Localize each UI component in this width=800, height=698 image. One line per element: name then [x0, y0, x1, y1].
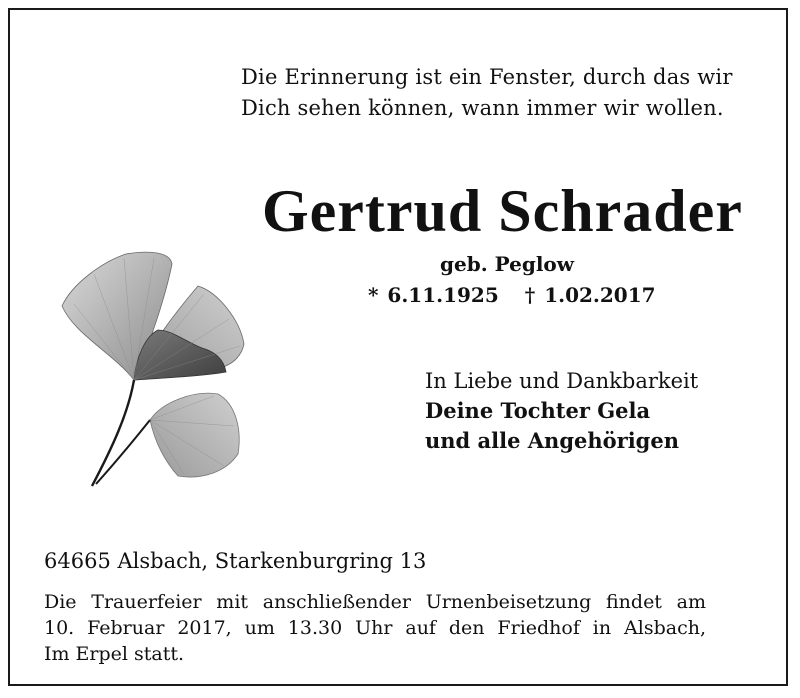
memorial-quote — [241, 62, 781, 124]
death-date: † 1.02.2017 — [524, 283, 656, 307]
quote-line: Die Erinnerung ist ein Fenster, durch das wir — [241, 65, 733, 89]
notice-line: 10. Februar 2017, um 13.30 Uhr auf den Friedhof in Alsbach, — [44, 617, 706, 639]
deceased-name: Gertrud Schrader — [262, 178, 743, 244]
mourners-intro: In Liebe und Dankbarkeit — [425, 369, 699, 393]
ginkgo-leaf-icon — [54, 244, 250, 492]
mourners-block — [425, 366, 698, 456]
birth-date: * 6.11.1925 — [368, 283, 499, 307]
notice-line: Die Trauerfeier mit anschließender Urnenbeisetzung findet am — [44, 591, 706, 613]
notice-line: Im Erpel statt. — [44, 643, 185, 665]
birth-name: geb. Peglow — [440, 252, 574, 276]
quote-line: Dich sehen können, wann immer wir wollen. — [241, 96, 724, 120]
mourner-relatives: und alle Angehörigen — [425, 428, 679, 453]
address: 64665 Alsbach, Starkenburgring 13 — [44, 549, 427, 573]
funeral-notice — [44, 589, 706, 667]
mourner-daughter: Deine Tochter Gela — [425, 398, 651, 423]
life-dates — [368, 281, 656, 309]
